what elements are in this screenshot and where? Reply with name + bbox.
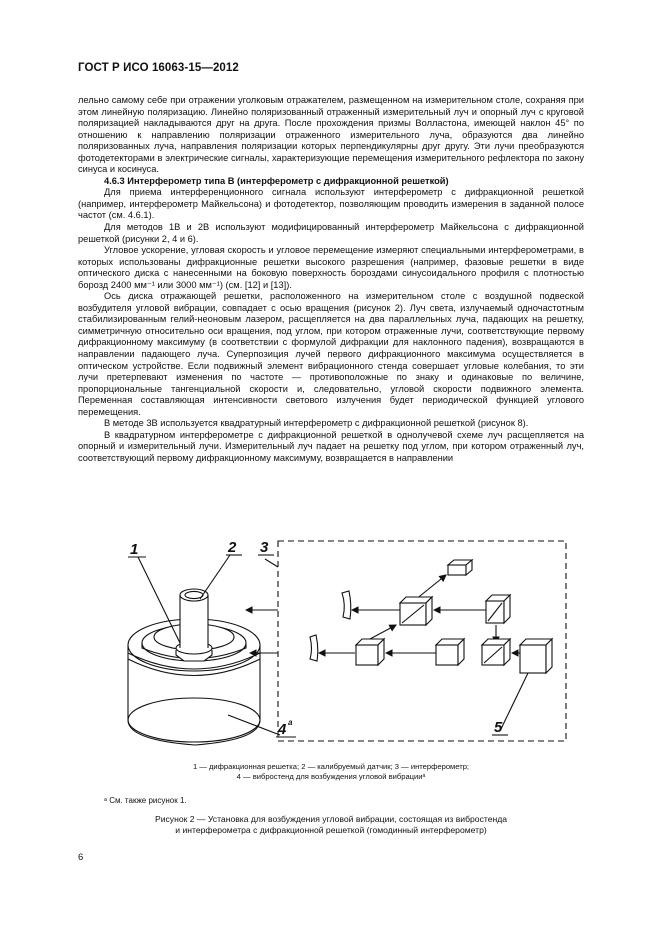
document-header: ГОСТ Р ИСО 16063-15—2012 <box>78 62 239 74</box>
beam-splitter-lower <box>482 639 510 665</box>
mirror-upper <box>342 591 351 619</box>
paragraph: Для приема интерференционного сигнала используют интерферометр с дифракционной решеткой (например, интерферометр Майкельсона) и фотодетектор, позволяющим проводить измерения в заданной полосе частот (см. 4.6.1). <box>78 187 584 221</box>
figure-2-diagram <box>100 535 580 760</box>
caption-line: и интерферометра с дифракционной решеткой (гомодинный интерферометр) <box>175 825 487 835</box>
calibrated-sensor <box>176 589 212 661</box>
label-4-footnote-mark: a <box>288 718 293 727</box>
optical-block <box>356 639 384 665</box>
section-heading: 4.6.3 Интерферометр типа B (интерферометр с дифракционной решеткой) <box>104 175 449 186</box>
page-number: 6 <box>78 852 84 863</box>
optical-block <box>436 639 464 665</box>
legend-line: 4 — вибростенд для возбуждения угловой вибрацииᵃ <box>236 772 426 781</box>
body-text <box>78 95 584 465</box>
laser <box>520 639 552 673</box>
leader-line <box>200 555 230 599</box>
label-3: 3 <box>260 539 269 556</box>
photodetector <box>448 560 472 575</box>
paragraph: Для методов 1B и 2B используют модифицированный интерферометр Майкельсона с дифракционной решеткой (рисунки 2, 4 и 6). <box>78 222 584 244</box>
paragraph: лельно самому себе при отражении уголковым отражателем, размещенном на измерительном столе, сохраняя при этом линейную поляризацию. Линейно поляризованный отраженный измерительный луч и опорный луч с круговой поляризацией накладываются друг на друга. После прохождения призмы Волластона, имеющей наклон 45° по отношению к направлению поляризации отраженного измерительного луча, образуются два линейно поляризованных луча, направления поляризации которых перпендикулярны друг другу. Эти лучи преобразуются фотодетекторами в электрические сигналы, характеризующие перемещения измерительного рефлектора по закону синуса и косинуса. <box>78 95 584 175</box>
label-5: 5 <box>494 719 503 736</box>
legend-line: 1 — дифракционная решетка; 2 — калибруемый датчик; 3 — интерферометр; <box>192 762 470 771</box>
beam-splitter <box>400 597 432 625</box>
leader-line <box>500 673 528 731</box>
leader-line <box>265 559 278 567</box>
figure-footnote: ᵃ См. также рисунок 1. <box>104 796 187 805</box>
interferometer-boundary <box>278 541 566 741</box>
paragraph: В квадратурном интерферометре с дифракционной решеткой в однолучевой схеме луч расщепляется на опорный и измерительный лучи. Измерительный луч падает на решетку под углом, при котором отраженный луч, соответствующий первому дифракционному максимуму, возвращается в направлении <box>78 429 584 463</box>
label-4: 4 <box>278 721 287 738</box>
figure-legend <box>78 762 584 782</box>
label-1: 1 <box>130 541 139 558</box>
mirror-lower <box>310 635 318 661</box>
beam-line <box>370 625 396 639</box>
beam-line <box>415 575 446 600</box>
label-2: 2 <box>228 539 237 556</box>
figure-caption <box>78 814 584 836</box>
paragraph: Ось диска отражающей решетки, расположенного на измерительном столе с воздушной подвеской возбудителя угловой вибрации, совпадает с осью вращения (рисунок 2). Луч света, излучаемый одночастотным стабилизированным гелий-неоновым лазером, расщепляется на два параллельных луча, падающих на решетку, симметричную относительно оси вращения, под углом, при котором отраженные лучи, соответствующие первому дифракционному максимуму (в соответствии с формулой дифракции для наклонного падения), возвращаются в направлении падающего луча. Суперпозиция лучей первого дифракционного максимума осуществляется в оптическом устройстве. Если подвижный элемент вибрационного стенда совершает угловые колебания, то эти лучи претерпевают изменения по частоте — противоположные по знаку и одинаковые по величине, пропорциональные тангенциальной скорости и, следовательно, угловой скорости подвижного элемента. Переменная составляющая интенсивности светового излучения будет периодической функцией углового перемещения. <box>78 291 584 417</box>
caption-line: Рисунок 2 — Установка для возбуждения угловой вибрации, состоящая из вибростенда <box>154 814 508 824</box>
paragraph: Угловое ускорение, угловая скорость и угловое перемещение измеряют специальными интерферометрами, в которых использованы дифракционные решетки высокого разрешения (например, фазовые решетки в виде оптического диска с нанесенными на боковую поверхность бороздами синусоидального профиля с плотностью борозд 2400 мм⁻¹ или 3000 мм⁻¹) (см. [12] и [13]). <box>78 245 584 290</box>
paragraph: В методе 3B используется квадратурный интерферометр с дифракционной решеткой (рисунок 8). <box>104 418 529 429</box>
prism <box>486 595 510 623</box>
